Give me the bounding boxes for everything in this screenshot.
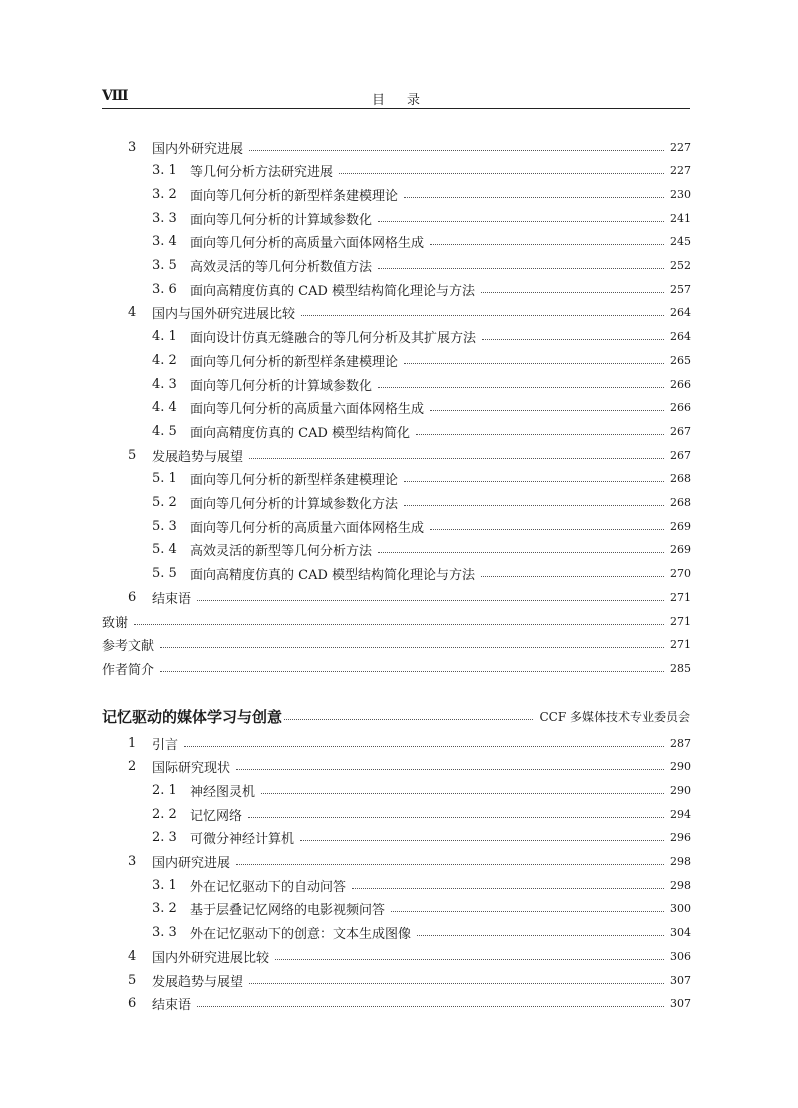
entry-page: 268 xyxy=(670,472,691,486)
toc-entry[interactable] xyxy=(128,947,690,965)
dot-leader xyxy=(417,935,664,936)
toc-entry[interactable] xyxy=(152,162,690,180)
entry-number: 3. 5 xyxy=(152,258,177,273)
dot-leader xyxy=(378,221,664,222)
entry-page: 252 xyxy=(670,259,691,272)
entry-page: 230 xyxy=(670,187,691,201)
dot-leader xyxy=(416,434,664,435)
toc-entry[interactable] xyxy=(152,399,690,417)
entry-page: 271 xyxy=(670,614,691,628)
toc-entry[interactable] xyxy=(152,470,690,488)
entry-title: 可微分神经计算机 xyxy=(190,832,295,848)
entry-number: 6 xyxy=(128,996,137,1012)
dot-leader xyxy=(184,746,664,747)
dot-leader xyxy=(236,769,664,770)
dot-leader xyxy=(248,817,664,818)
entry-page: 269 xyxy=(670,519,691,533)
toc-entry[interactable] xyxy=(152,876,690,894)
entry-page: 307 xyxy=(670,997,691,1011)
toc-entry[interactable] xyxy=(152,805,690,823)
entry-title: 面向等几何分析的新型样条建模理论 xyxy=(190,473,399,489)
entry-title: 结束语 xyxy=(152,998,192,1014)
dot-leader xyxy=(404,197,664,198)
entry-page: 227 xyxy=(670,164,691,178)
entry-number: 3. 4 xyxy=(152,234,177,250)
entry-title: 国际研究现状 xyxy=(152,761,231,777)
toc-entry[interactable] xyxy=(152,185,690,203)
entry-number: 2. 2 xyxy=(152,806,177,822)
entry-title: 作者简介 xyxy=(102,662,155,678)
dot-leader xyxy=(275,959,664,960)
entry-title: 发展趋势与展望 xyxy=(152,449,244,465)
entry-number: 3. 1 xyxy=(152,163,177,179)
dot-leader xyxy=(249,983,664,984)
entry-title: 国内研究进展 xyxy=(152,856,231,871)
entry-page: 300 xyxy=(670,902,691,916)
entry-title: 面向高精度仿真的 CAD 模型结构简化 xyxy=(190,425,411,441)
entry-title: 引言 xyxy=(152,737,179,753)
entry-title: 参考文献 xyxy=(102,639,155,655)
entry-page: 266 xyxy=(670,377,691,391)
dot-leader xyxy=(378,268,664,269)
entry-title: 国内外研究进展 xyxy=(152,141,244,157)
entry-page: 257 xyxy=(670,282,691,296)
dot-leader xyxy=(261,793,664,794)
toc-entry[interactable] xyxy=(152,375,690,393)
entry-number: 4 xyxy=(128,305,137,321)
entry-page: 241 xyxy=(670,211,691,225)
toc-entry[interactable] xyxy=(152,781,690,799)
entry-page: 245 xyxy=(670,235,691,249)
entry-title: 面向等几何分析的高质量六面体网格生成 xyxy=(190,236,425,252)
entry-title: 面向等几何分析的计算域参数化 xyxy=(190,212,373,228)
entry-title: 基于层叠记忆网络的电影视频问答 xyxy=(190,903,386,919)
toc-entry[interactable] xyxy=(152,422,690,440)
entry-page: 298 xyxy=(670,855,691,868)
dot-leader xyxy=(378,552,664,553)
entry-number: 4 xyxy=(128,948,137,964)
entry-title: 高效灵活的新型等几何分析方法 xyxy=(190,544,373,560)
running-header xyxy=(102,86,690,109)
entry-number: 4. 2 xyxy=(152,352,177,368)
dot-leader xyxy=(352,888,664,889)
entry-number: 3. 3 xyxy=(152,210,177,226)
entry-page: 270 xyxy=(670,567,691,581)
dot-leader xyxy=(430,244,664,245)
toc-entry[interactable] xyxy=(152,209,690,227)
entry-number: 5 xyxy=(128,447,137,463)
entry-title: 等几何分析方法研究进展 xyxy=(190,165,334,181)
entry-number: 3. 2 xyxy=(152,901,177,917)
entry-page: 267 xyxy=(670,448,691,462)
toc-entry[interactable] xyxy=(102,659,690,677)
page-number: Ⅷ xyxy=(102,88,129,104)
toc-entry[interactable] xyxy=(152,924,690,942)
entry-number: 4. 1 xyxy=(152,329,177,345)
entry-title: 面向高精度仿真的 CAD 模型结构简化理论与方法 xyxy=(190,283,476,299)
entry-page: 264 xyxy=(670,306,691,320)
dot-leader xyxy=(404,363,664,364)
toc-entry[interactable] xyxy=(152,257,690,275)
entry-title: 国内外研究进展比较 xyxy=(152,950,270,966)
toc-entry[interactable] xyxy=(128,138,690,156)
entry-number: 4. 5 xyxy=(152,423,177,439)
entry-page: 307 xyxy=(670,973,691,987)
entry-number: 2 xyxy=(128,759,137,775)
entry-title: 面向高精度仿真的 CAD 模型结构简化理论与方法 xyxy=(190,568,476,584)
toc-entry[interactable] xyxy=(152,900,690,918)
entry-title: 面向等几何分析的新型样条建模理论 xyxy=(190,188,399,204)
toc-entry[interactable] xyxy=(152,233,690,251)
toc-entry[interactable] xyxy=(128,995,690,1013)
entry-page: 285 xyxy=(670,661,691,675)
entry-number: 3. 1 xyxy=(152,877,177,893)
entry-page: 227 xyxy=(670,140,691,154)
section-author: CCF 多媒体技术专业委员会 xyxy=(539,709,690,724)
dot-leader xyxy=(481,576,664,577)
dot-leader xyxy=(249,150,664,151)
entry-number: 5. 4 xyxy=(152,542,177,558)
dot-leader xyxy=(391,911,664,912)
entry-page: 266 xyxy=(670,401,691,415)
toc-entry[interactable] xyxy=(128,853,690,871)
entry-page: 265 xyxy=(670,353,691,367)
dot-leader xyxy=(430,410,664,411)
entry-page: 298 xyxy=(670,878,691,892)
entry-title: 结束语 xyxy=(152,591,192,607)
toc-entry[interactable] xyxy=(128,304,690,322)
entry-title: 面向设计仿真无缝融合的等几何分析及其扩展方法 xyxy=(190,331,477,347)
toc-entry[interactable] xyxy=(152,517,690,535)
dot-leader xyxy=(430,529,664,530)
dot-leader xyxy=(197,600,664,601)
entry-number: 5. 1 xyxy=(152,471,177,487)
entry-number: 5. 3 xyxy=(152,518,177,534)
toc-entry[interactable] xyxy=(128,588,690,606)
entry-page: 296 xyxy=(670,831,691,845)
dot-leader xyxy=(339,173,664,174)
entry-number: 3 xyxy=(128,854,137,869)
dot-leader xyxy=(160,671,664,672)
entry-page: 271 xyxy=(670,638,691,652)
dot-leader xyxy=(236,864,664,865)
entry-page: 264 xyxy=(670,330,691,344)
toc-entry[interactable] xyxy=(102,612,690,630)
entry-page: 294 xyxy=(670,807,691,821)
toc-entry[interactable] xyxy=(152,541,690,559)
entry-page: 269 xyxy=(670,543,691,557)
entry-number: 2. 3 xyxy=(152,830,177,846)
entry-title: 发展趋势与展望 xyxy=(152,974,244,990)
entry-number: 6 xyxy=(128,589,137,605)
toc-entry[interactable] xyxy=(152,829,690,847)
toc-entry[interactable] xyxy=(128,446,690,464)
entry-title: 面向等几何分析的计算域参数化方法 xyxy=(190,497,399,512)
entry-number: 4. 4 xyxy=(152,400,177,416)
dot-leader xyxy=(481,292,664,293)
toc-entry[interactable] xyxy=(152,565,690,583)
entry-page: 287 xyxy=(670,736,691,750)
entry-page: 306 xyxy=(670,949,691,963)
dot-leader xyxy=(134,624,664,625)
entry-title: 面向等几何分析的新型样条建模理论 xyxy=(190,354,399,370)
entry-number: 2. 1 xyxy=(152,782,177,798)
entry-title: 面向等几何分析的高质量六面体网格生成 xyxy=(190,402,425,418)
toc-entry[interactable] xyxy=(128,734,690,752)
entry-number: 1 xyxy=(128,735,137,751)
entry-number: 5 xyxy=(128,972,137,988)
entry-page: 290 xyxy=(670,783,691,797)
entry-title: 面向等几何分析的高质量六面体网格生成 xyxy=(190,520,425,536)
section-title: 记忆驱动的媒体学习与创意 xyxy=(102,707,283,726)
entry-page: 290 xyxy=(670,760,691,774)
toc-entry[interactable] xyxy=(152,351,690,369)
entry-number: 5. 5 xyxy=(152,566,177,582)
entry-page: 267 xyxy=(670,424,691,438)
entry-page: 304 xyxy=(670,926,691,940)
toc-entry[interactable] xyxy=(128,758,690,776)
entry-page: 268 xyxy=(670,496,691,509)
entry-number: 3. 3 xyxy=(152,925,177,941)
entry-title: 外在记忆驱动下的创意：文本生成图像 xyxy=(190,927,412,943)
entry-title: 神经图灵机 xyxy=(190,784,256,800)
dot-leader xyxy=(378,387,664,388)
entry-number: 4. 3 xyxy=(152,376,177,392)
entry-number: 5. 2 xyxy=(152,495,177,510)
toc-entry[interactable] xyxy=(102,636,690,654)
dot-leader xyxy=(482,339,664,340)
dot-leader xyxy=(300,840,664,841)
entry-number: 3. 2 xyxy=(152,186,177,202)
dot-leader xyxy=(249,458,664,459)
toc-entry[interactable] xyxy=(128,971,690,989)
dot-leader xyxy=(160,647,664,648)
toc-entry[interactable] xyxy=(152,280,690,298)
entry-title: 记忆网络 xyxy=(190,808,243,824)
toc-entry[interactable] xyxy=(152,494,690,512)
header-title: 目录 xyxy=(371,93,442,108)
entry-title: 面向等几何分析的计算域参数化 xyxy=(190,378,373,394)
dot-leader xyxy=(404,481,664,482)
entry-page: 271 xyxy=(670,590,691,604)
section-heading xyxy=(102,706,690,726)
entry-number: 3 xyxy=(128,139,137,155)
dot-leader xyxy=(301,315,664,316)
entry-number: 3. 6 xyxy=(152,281,177,297)
dot-leader xyxy=(197,1006,664,1007)
entry-title: 致谢 xyxy=(102,615,129,631)
dot-leader xyxy=(284,719,533,720)
entry-title: 国内与国外研究进展比较 xyxy=(152,307,296,323)
toc-entry[interactable] xyxy=(152,328,690,346)
entry-title: 高效灵活的等几何分析数值方法 xyxy=(190,260,373,275)
dot-leader xyxy=(404,505,664,506)
entry-title: 外在记忆驱动下的自动问答 xyxy=(190,879,347,895)
